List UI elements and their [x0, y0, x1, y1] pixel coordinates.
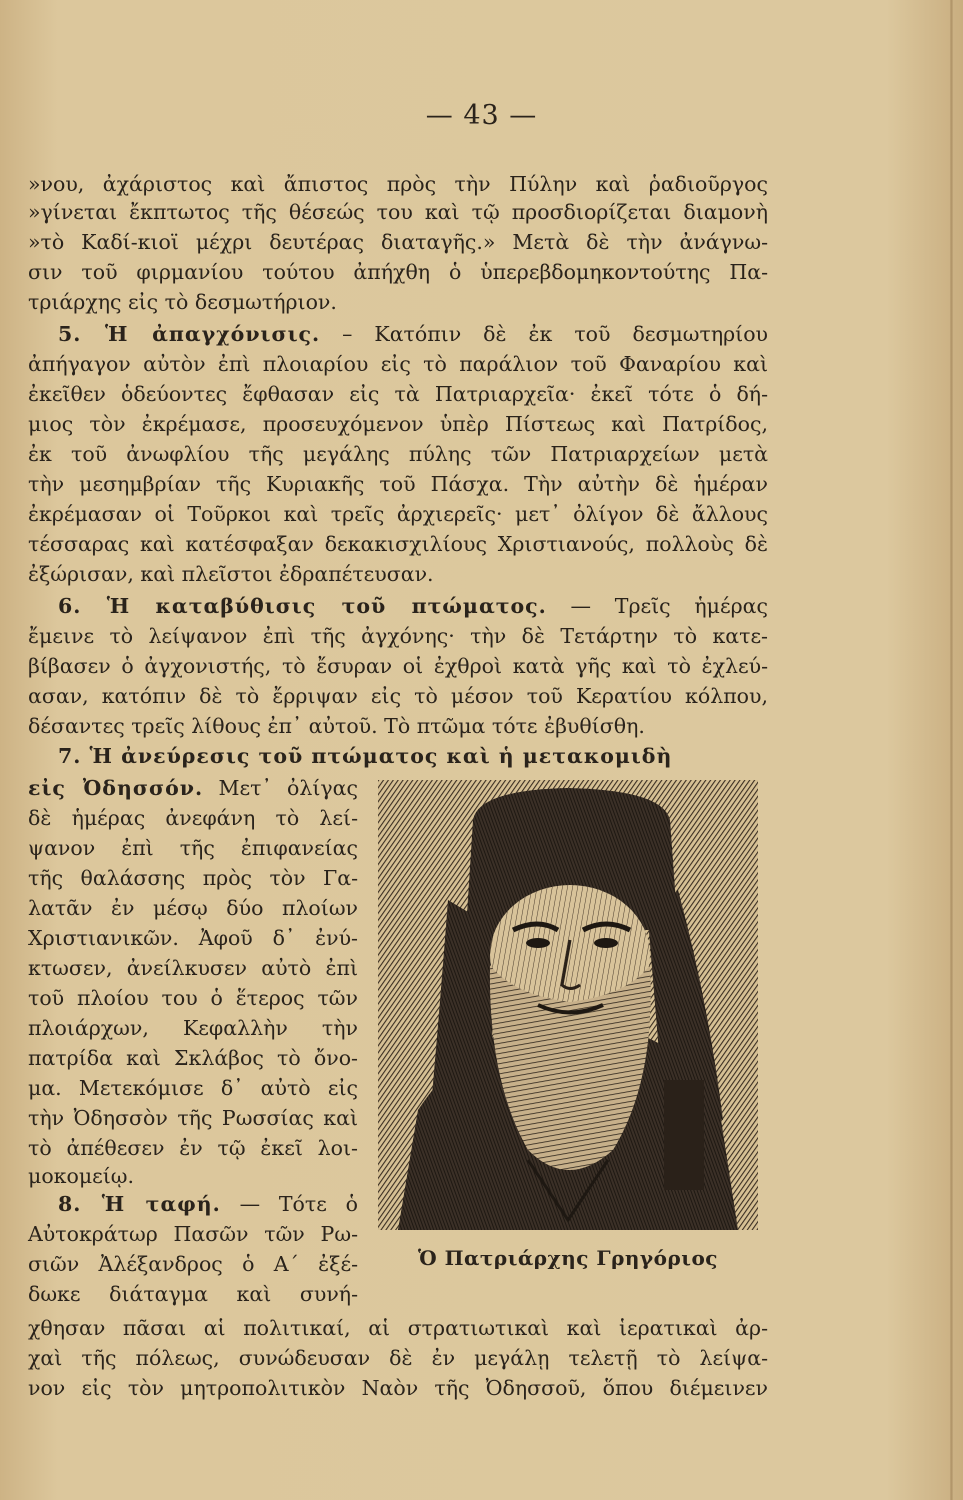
- section-7-second-line: [28, 774, 358, 802]
- text-line: δὲ ἡμέρας ἀνεφάνη τὸ λεί-: [28, 806, 358, 830]
- text-line: τὴν μεσημβρίαν τῆς Κυριακῆς τοῦ Πάσχα. Τὴν αὐτὴν δὲ ἡμέραν: [28, 472, 768, 496]
- text-line: τοῦ πλοίου του ὁ ἕτερος τῶν: [28, 986, 358, 1010]
- text-line: πλοιάρχων, Κεφαλλὴν τὴν: [28, 1016, 358, 1040]
- text-run: Μετ᾽ ὀλίγας: [203, 776, 358, 800]
- text-line: κτωσεν, ἀνείλκυσεν αὐτὸ ἐπὶ: [28, 956, 358, 980]
- portrait-caption: Ὁ Πατριάρχης Γρηγόριος: [418, 1246, 718, 1270]
- text-run: — Τρεῖς ἡμέρας: [546, 594, 768, 618]
- text-line: τὸ ἀπέθεσεν ἐν τῷ ἐκεῖ λοι-: [28, 1136, 358, 1160]
- text-line: χθησαν πᾶσαι αἱ πολιτικαί, αἱ στρατιωτικαὶ καὶ ἱερατικαὶ ἀρ-: [28, 1316, 768, 1340]
- text-line: »γίνεται ἔκπτωτος τῆς θέσεώς του καὶ τῷ προσδιορίζεται διαμονὴ: [28, 200, 768, 224]
- section-8-heading: 8. Ἡ ταφή.: [58, 1192, 221, 1216]
- page-fold-shadow: [950, 0, 953, 1500]
- text-run: – Κατόπιν δὲ ἐκ τοῦ δεσμωτηρίου: [320, 322, 768, 346]
- text-line: ἀπήγαγον αὐτὸν ἐπὶ πλοιαρίου εἰς τὸ παράλιον τοῦ Φαναρίου καὶ: [28, 352, 768, 376]
- text-line: ψανον ἐπὶ τῆς ἐπιφανείας: [28, 836, 358, 860]
- text-line: ἐκεῖθεν ὁδεύοντες ἔφθασαν εἰς τὰ Πατριαρχεῖα· ἐκεῖ τότε ὁ δή-: [28, 382, 768, 406]
- text-line: »τὸ Καδί-κιοϊ μέχρι δευτέρας διαταγῆς.» Μετὰ δὲ τὴν ἀνάγνω-: [28, 230, 768, 254]
- text-line: ἐκρέμασαν οἱ Τοῦρκοι καὶ τρεῖς ἀρχιερεῖς· μετ᾽ ὀλίγον δὲ ἄλλους: [28, 502, 768, 526]
- text-line: σιῶν Ἀλέξανδρος ὁ Α´ ἐξέ-: [28, 1252, 358, 1276]
- section-8-first-line: [28, 1190, 358, 1218]
- text-line: λατᾶν ἐν μέσῳ δύο πλοίων: [28, 896, 358, 920]
- patriarch-portrait-image: [378, 780, 758, 1230]
- text-line: τριάρχης εἰς τὸ δεσμωτήριον.: [28, 290, 337, 314]
- section-7-heading-cont: εἰς Ὀδησσόν.: [28, 776, 204, 800]
- section-6-first-line: [28, 592, 768, 620]
- section-7-heading: 7. Ἡ ἀνεύρεσις τοῦ πτώματος καὶ ἡ μετακομιδὴ: [58, 744, 673, 768]
- text-line: Αὐτοκράτωρ Πασῶν τῶν Ρω-: [28, 1222, 358, 1246]
- text-line: πατρίδα καὶ Σκλάβος τὸ ὄνο-: [28, 1046, 358, 1070]
- text-line: τέσσαρας καὶ κατέσφαξαν δεκακισχιλίους Χριστιανούς, πολλοὺς δὲ: [28, 532, 768, 556]
- section-5-heading: 5. Ἡ ἀπαγχόνισις.: [58, 322, 321, 346]
- text-line: μοκομείῳ.: [28, 1164, 135, 1188]
- text-line: ασαν, κατόπιν δὲ τὸ ἔρριψαν εἰς τὸ μέσον τοῦ Κερατίου κόλπου,: [28, 684, 768, 708]
- text-line: χαὶ τῆς πόλεως, συνώδευσαν δὲ ἐν μεγάλῃ τελετῇ τὸ λείψα-: [28, 1346, 768, 1370]
- text-run: — Τότε ὁ: [220, 1192, 358, 1216]
- text-line: νον εἰς τὸν μητροπολιτικὸν Ναὸν τῆς Ὀδησσοῦ, ὅπου διέμεινεν: [28, 1376, 768, 1400]
- page-number: — 43 —: [425, 100, 538, 131]
- text-line: »νου, ἀχάριστος καὶ ἄπιστος πρὸς τὴν Πύλην καὶ ῥαδιοῦργος: [28, 172, 768, 196]
- text-line: ἔμεινε τὸ λείψανον ἐπὶ τῆς ἀγχόνης· τὴν δὲ Τετάρτην τὸ κατε-: [28, 624, 768, 648]
- text-line: σιν τοῦ φιρμανίου τούτου ἀπήχθη ὁ ὑπερεβδομηκοντούτης Πα-: [28, 260, 768, 284]
- text-line: Χριστιανικῶν. Ἀφοῦ δ᾽ ἐνύ-: [28, 926, 358, 950]
- section-6-heading: 6. Ἡ καταβύθισις τοῦ πτώματος.: [58, 594, 547, 618]
- text-line: μιος τὸν ἐκρέμασε, προσευχόμενον ὑπὲρ Πίστεως καὶ Πατρίδος,: [28, 412, 768, 436]
- text-line: τῆς θαλάσσης πρὸς τὸν Γα-: [28, 866, 358, 890]
- text-line: ἐξώρισαν, καὶ πλεῖστοι ἐδραπέτευσαν.: [28, 562, 434, 586]
- text-line: βίβασεν ὁ ἀγχονιστής, τὸ ἔσυραν οἱ ἐχθροὶ κατὰ γῆς καὶ τὸ ἐχλεύ-: [28, 654, 768, 678]
- section-5-first-line: [28, 320, 768, 348]
- text-line: ἐκ τοῦ ἀνωφλίου τῆς μεγάλης πύλης τῶν Πατριαρχείων μετὰ: [28, 442, 768, 466]
- text-line: τὴν Ὀδησσὸν τῆς Ρωσσίας καὶ: [28, 1106, 358, 1130]
- text-line: μα. Μετεκόμισε δ᾽ αὐτὸ εἰς: [28, 1076, 358, 1100]
- text-line: δέσαντες τρεῖς λίθους ἐπ᾽ αὐτοῦ. Τὸ πτῶμα τότε ἐβυθίσθη.: [28, 714, 645, 738]
- text-line: δωκε διάταγμα καὶ συνή-: [28, 1282, 358, 1306]
